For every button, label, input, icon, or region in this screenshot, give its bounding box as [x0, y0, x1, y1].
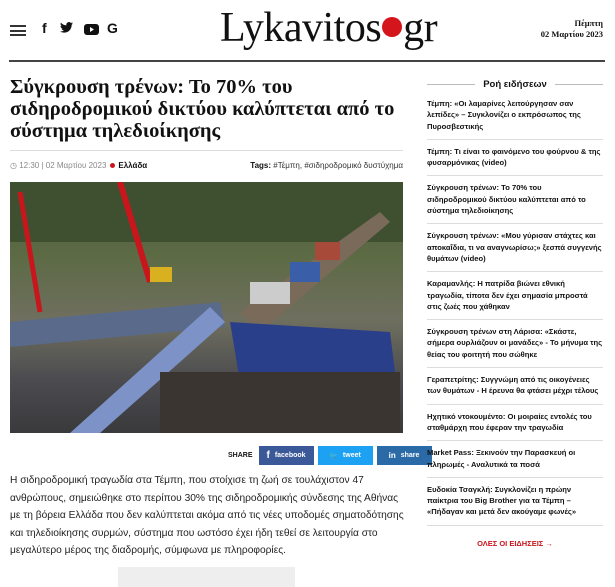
logo-dot	[382, 17, 402, 37]
twitter-icon[interactable]	[60, 22, 73, 36]
date-label: 02 Μαρτίου 2023	[540, 29, 603, 39]
article-body: Η σιδηροδρομική τραγωδία στα Τέμπη, που στοίχισε τη ζωή σε τουλάχιστον 47 ανθρώπους, σημειώθηκε στο περίπου 30% της σιδηροδρομικής σύνδεσης της Αθήνας με τη βόρεια Ελλάδα που δεν καλύπτεται ακόμα από τις νέες υποδομές σηματοδότησης και τηλεδιοίκησης συρμών, σύστημα που ωστόσο έχει ήδη τεθεί σε λειτουργία στο μεγαλύτερο μέρος της διαδρομής, σύμφωνα με πληροφορίες.	[10, 475, 404, 556]
category-dot	[110, 163, 115, 168]
share-bar	[228, 446, 432, 465]
tweet-button[interactable]	[318, 446, 373, 465]
share-label: SHARE	[228, 452, 253, 459]
site-header	[0, 0, 615, 62]
ad-placeholder	[118, 567, 295, 587]
tweet-label: tweet	[342, 452, 361, 459]
news-item[interactable]: Γεραπετρίτης: Συγγνώμη από τις οικογένειες των θυμάτων - Η έρευνα θα φτάσει μέχρι τέλους	[427, 368, 603, 405]
article-tags	[250, 161, 403, 170]
article-title: Σύγκρουση τρένων: Το 70% του σιδηροδρομικού δικτύου καλύπτεται από το σύστημα τηλεδιοίκησης	[10, 76, 395, 142]
linkedin-icon: in	[388, 451, 396, 460]
tags-list[interactable]: #Τέμπη, #σιδηροδρομικό δυστύχημα	[273, 161, 403, 170]
linkedin-share-button[interactable]	[377, 446, 432, 465]
menu-icon[interactable]	[10, 25, 26, 36]
news-item[interactable]: Σύγκρουση τρένων στη Λάρισα: «Σκάστε, σήμερα ουρλιάζουν οι μανάδες» - Το μήνυμα της θείας του φοιτητή που σώθηκε	[427, 320, 603, 368]
news-item[interactable]: Τέμπη: Τι είναι το φαινόμενο του φούρνου & της φυσαρμόνικας (video)	[427, 140, 603, 177]
article-photo	[10, 182, 403, 433]
facebook-icon[interactable]: f	[42, 20, 47, 36]
article-meta	[10, 150, 403, 176]
facebook-label: facebook	[274, 452, 306, 459]
tags-label: Tags:	[250, 161, 272, 170]
news-item[interactable]: Τέμπη: «Οι λαμαρίνες λειτούργησαν σαν λεπίδες» – Συγκλονίζει ο εκπρόσωπος της Πυροσβεστικής	[427, 92, 603, 140]
news-item[interactable]: Σύγκρουση τρένων: «Μου γύρισαν στάχτες και αποκαΐδια, τι να αναγνωρίσω;» ξεσπά συγγενής θυμάτων (video)	[427, 224, 603, 272]
news-item[interactable]: Καραμανλής: Η πατρίδα βιώνει εθνική τραγωδία, τίποτα δεν έχει σημασία μπροστά στις ζωές που χάθηκαν	[427, 272, 603, 320]
facebook-share-button[interactable]	[259, 446, 314, 465]
twitter-icon: 🐦	[329, 452, 338, 460]
facebook-icon: f	[266, 450, 270, 461]
youtube-icon[interactable]	[84, 22, 99, 38]
site-logo[interactable]	[220, 4, 437, 52]
article-time: 12:30 | 02 Μαρτίου 2023	[19, 161, 107, 170]
clock-icon: ◷	[10, 161, 17, 170]
news-item[interactable]: Market Pass: Ξεκινούν την Παρασκευή οι πληρωμές - Αναλυτικά τα ποσά	[427, 441, 603, 478]
google-icon[interactable]: G	[107, 20, 118, 36]
day-label: Πέμπτη	[574, 18, 603, 28]
news-item[interactable]: Σύγκρουση τρένων: Το 70% του σιδηροδρομικού δικτύου καλύπτεται από το σύστημα τηλεδιοίκησης	[427, 176, 603, 224]
logo-text: Lykavitos	[220, 5, 382, 51]
header-divider	[9, 60, 605, 62]
sidebar-heading: Ροή ειδήσεων	[427, 76, 603, 92]
news-item[interactable]: Ηχητικό ντοκουμέντο: Οι μοιραίες εντολές του σταθμάρχη που έφεραν την τραγωδία	[427, 405, 603, 442]
news-item[interactable]: Ευδοκία Τσαγκλή: Συγκλονίζει η πρώην παίκτρια του Big Brother για τα Τέμπη – «Πήδαγαν και μετά δεν ακούγαμε φωνές»	[427, 478, 603, 526]
article-category[interactable]: Ελλάδα	[118, 161, 148, 170]
all-news-link[interactable]: ΟΛΕΣ ΟΙ ΕΙΔΗΣΕΙΣ →	[477, 538, 553, 548]
news-feed-sidebar	[427, 76, 603, 548]
logo-suffix: gr	[403, 5, 438, 51]
linkedin-label: share	[400, 452, 420, 459]
header-date	[541, 18, 603, 40]
